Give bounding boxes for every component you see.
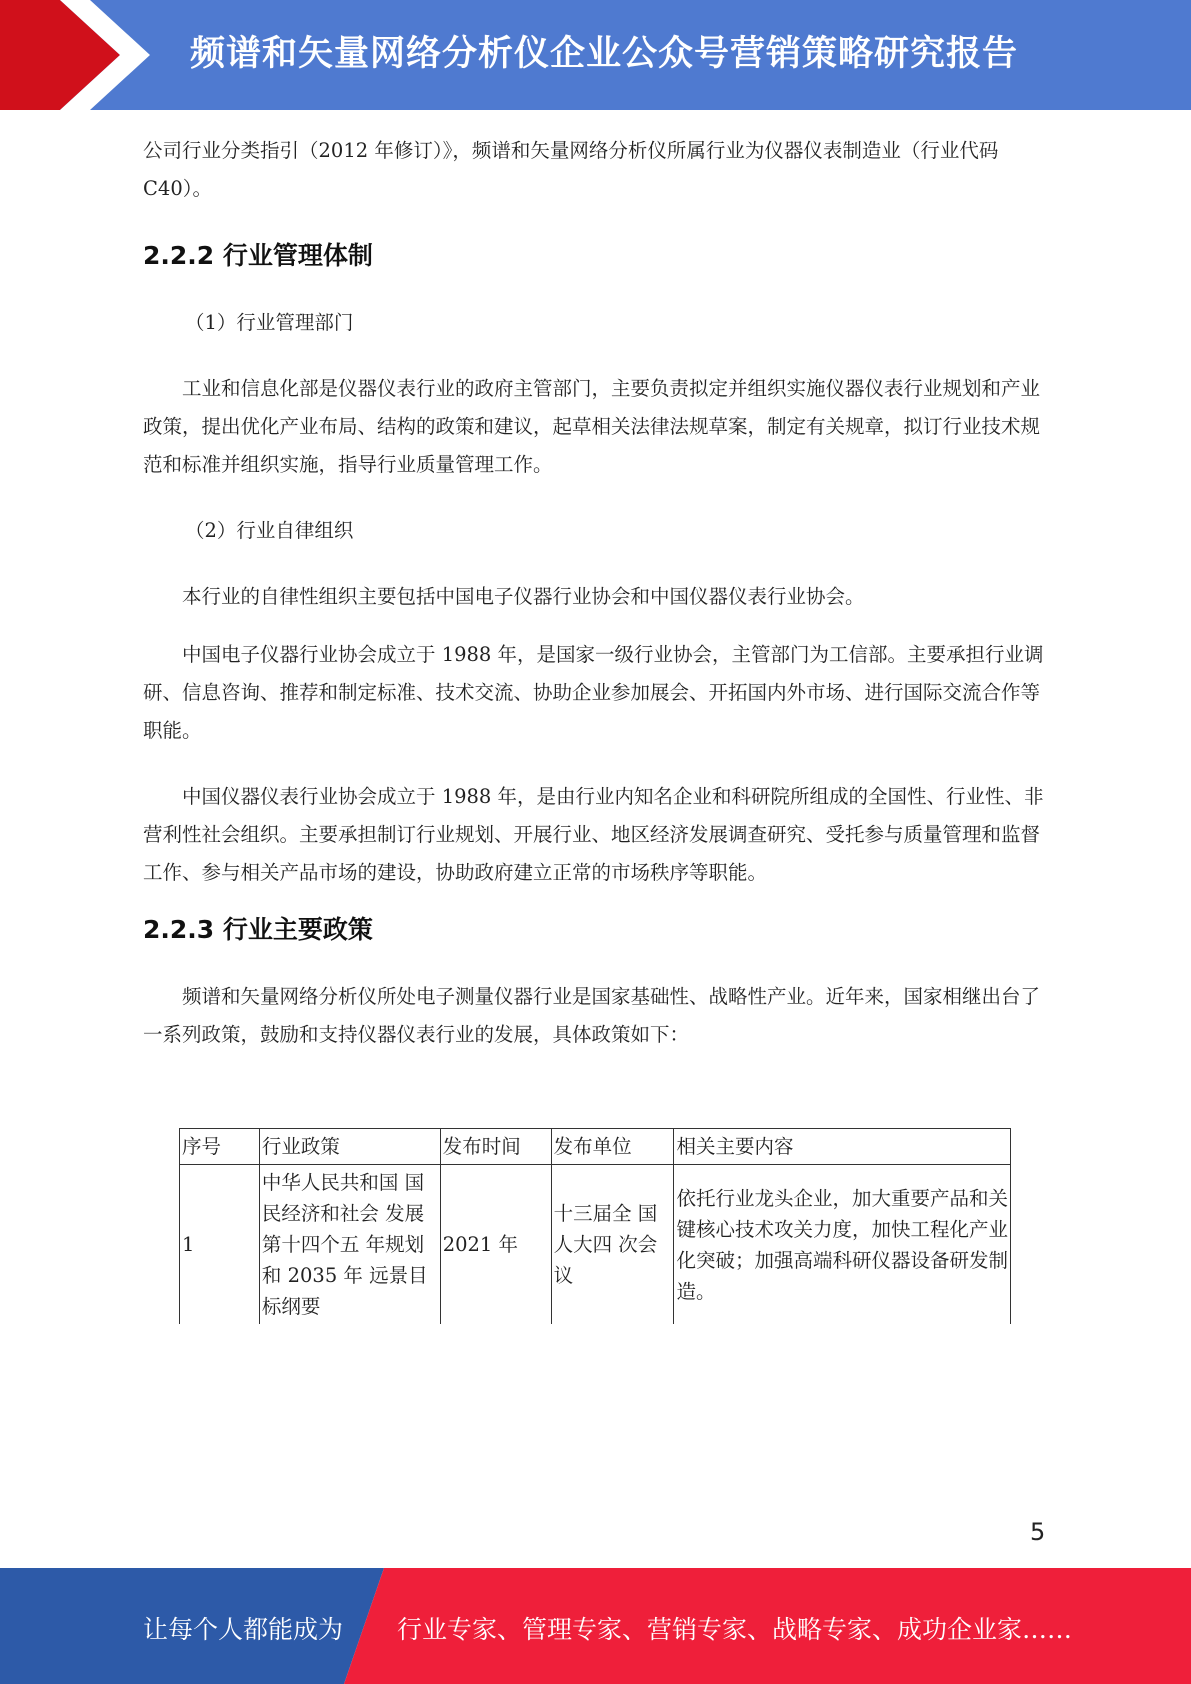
page-number: 5 [1030, 1518, 1046, 1546]
page-footer [0, 1568, 1191, 1684]
section-heading-2-2-2: 2.2.2 行业管理体制 [143, 241, 373, 270]
section-heading-2-2-3: 2.2.3 行业主要政策 [143, 915, 373, 944]
footer-slogan-left: 让每个人都能成为 [143, 1615, 344, 1644]
intro-paragraph: 公司行业分类指引（2012 年修订）》，频谱和矢量网络分析仪所属行业为仪器仪表制造业（行业代码 C40）。 [143, 139, 999, 200]
paragraph-associations: 本行业的自律性组织主要包括中国电子仪器行业协会和中国仪器仪表行业协会。 [182, 585, 865, 608]
subheading-self-regulatory: （2）行业自律组织 [185, 519, 354, 542]
cell-issuer: 十三届全 国人大四 次会议 [551, 1165, 674, 1325]
footer-slogan-right: 行业专家、管理专家、营销专家、战略专家、成功企业家…… [397, 1615, 1073, 1644]
page-content [143, 132, 1048, 1054]
column-header-content: 相关主要内容 [674, 1129, 1011, 1165]
cell-content: 依托行业龙头企业，加大重要产品和关键核心技术攻关力度，加快工程化产业化突破；加强高端科研仪器设备研发制造。 [674, 1165, 1011, 1325]
cell-number: 1 [180, 1165, 260, 1325]
column-header-number: 序号 [180, 1129, 260, 1165]
paragraph-electronic-instrument-association: 中国电子仪器行业协会成立于 1988 年，是国家一级行业协会，主管部门为工信部。主要承担行业调研、信息咨询、推荐和制定标准、技术交流、协助企业参加展会、开拓国内外市场、进行国际交流合作等职能。 [143, 643, 1044, 742]
column-header-policy: 行业政策 [259, 1129, 440, 1165]
paragraph-miit: 工业和信息化部是仪器仪表行业的政府主管部门，主要负责拟定并组织实施仪器仪表行业规划和产业政策，提出优化产业布局、结构的政策和建议，起草相关法律法规草案，制定有关规章，拟订行业技术规范和标准并组织实施，指导行业质量管理工作。 [143, 377, 1041, 476]
table-header-row [180, 1129, 1011, 1165]
page-header [0, 0, 1191, 110]
cell-policy: 中华人民共和国 国民经济和社会 发展第十四个五 年规划和 2035 年 远景目标纲要 [259, 1165, 440, 1325]
paragraph-policies-intro: 频谱和矢量网络分析仪所处电子测量仪器行业是国家基础性、战略性产业。近年来，国家相继出台了一系列政策，鼓励和支持仪器仪表行业的发展，具体政策如下： [143, 985, 1041, 1046]
cell-date: 2021 年 [440, 1165, 551, 1325]
column-header-date: 发布时间 [440, 1129, 551, 1165]
column-header-issuer: 发布单位 [551, 1129, 674, 1165]
paragraph-instrument-association: 中国仪器仪表行业协会成立于 1988 年，是由行业内知名企业和科研院所组成的全国性、行业性、非营利性社会组织。主要承担制订行业规划、开展行业、地区经济发展调查研究、受托参与质量管理和监督工作、参与相关产品市场的建设，协助政府建立正常的市场秩序等职能。 [143, 785, 1044, 884]
table-row [180, 1165, 1011, 1325]
policy-table [179, 1128, 1011, 1324]
document-title: 频谱和矢量网络分析仪企业公众号营销策略研究报告 [190, 34, 1019, 74]
subheading-management-department: （1）行业管理部门 [185, 311, 354, 334]
